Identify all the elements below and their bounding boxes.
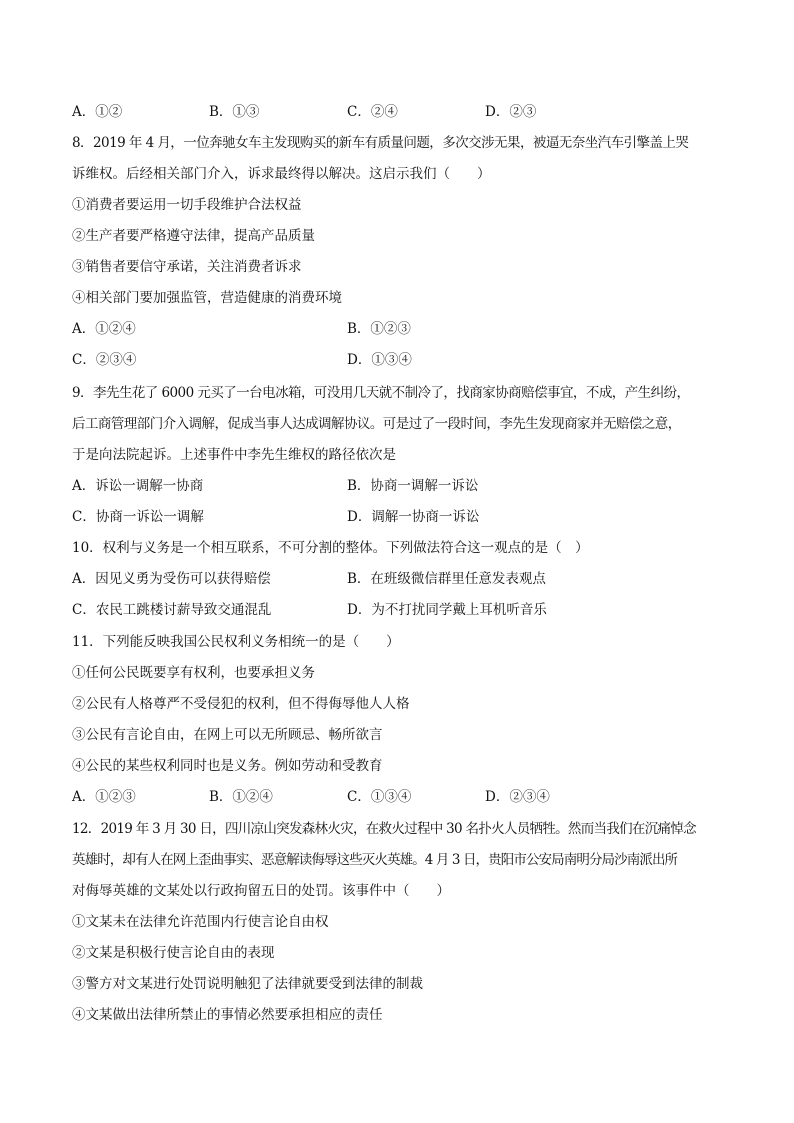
q9-option-a: A．诉讼一调解一协商 [72, 478, 204, 494]
q9-option-c: C．协商一诉讼一调解 [72, 509, 204, 525]
q11-option-d: D．②③④ [485, 789, 550, 805]
q7-option-c: C．②④ [347, 104, 398, 120]
q10-option-b: B．在班级微信群里任意发表观点 [347, 571, 546, 587]
q12-statement-2: ②文某是积极行使言论自由的表现 [72, 945, 275, 961]
q7-option-d: D．②③ [485, 104, 537, 120]
q8-option-a: A．①②④ [72, 321, 136, 337]
q12-stem-line-1: 12．2019 年 3 月 30 日，四川凉山突发森林火灾，在救火过程中 30 名扑火人员牺牲。然而当我们在沉痛悼念 [72, 821, 696, 837]
q9-option-d: D．调解一协商一诉讼 [347, 509, 480, 525]
q11-statement-4: ④公民的某些权利同时也是义务。例如劳动和受教育 [72, 758, 383, 774]
q9-option-b: B．协商一调解一诉讼 [347, 478, 479, 494]
q7-option-a: A．①② [72, 104, 123, 120]
q9-stem-line-1: 9．李先生花了 6000 元买了一台电冰箱，可没用几天就不制冷了，找商家协商赔偿事宜，不成，产生纠纷， [72, 385, 690, 401]
q11-stem: 11．下列能反映我国公民权利义务相统一的是（ ） [72, 634, 400, 650]
q7-option-b: B．①③ [209, 104, 260, 120]
q11-statement-2: ②公民有人格尊严不受侵犯的权利，但不得侮辱他人人格 [72, 696, 410, 712]
q12-stem-line-2: 英雄时，却有人在网上歪曲事实、恶意解读侮辱这些灭火英雄。4 月 3 日，贵阳市公安局南明分局沙南派出所 [72, 852, 678, 868]
q8-statement-3: ③销售者要信守承诺，关注消费者诉求 [72, 259, 302, 275]
q12-statement-4: ④文某做出法律所禁止的事情必然要承担相应的责任 [72, 1007, 383, 1023]
q8-stem-line-2: 诉维权。后经相关部门介入，诉求最终得以解决。这启示我们（ ） [72, 166, 491, 182]
q10-option-a: A．因见义勇为受伤可以获得赔偿 [72, 571, 271, 587]
q8-stem-line-1: 8．2019 年 4 月，一位奔驰女车主发现购买的新车有质量问题，多次交涉无果，被逼无奈坐汽车引擎盖上哭 [72, 135, 689, 151]
q12-statement-1: ①文某未在法律允许范围内行使言论自由权 [72, 914, 329, 930]
q8-option-c: C．②③④ [72, 352, 137, 368]
q11-statement-3: ③公民有言论自由，在网上可以无所顾忌、畅所欲言 [72, 727, 383, 743]
q12-stem-line-3: 对侮辱英雄的文某处以行政拘留五日的处罚。该事件中（ ） [72, 883, 450, 899]
q11-option-c: C．①③④ [347, 789, 412, 805]
q8-statement-4: ④相关部门要加强监管，营造健康的消费环境 [72, 290, 342, 306]
q11-option-b: B．①②④ [209, 789, 273, 805]
q8-statement-2: ②生产者要严格遵守法律，提高产品质量 [72, 228, 315, 244]
q10-option-d: D．为不打扰同学戴上耳机听音乐 [347, 602, 547, 618]
q10-stem: 10．权利与义务是一个相互联系，不可分割的整体。下列做法符合这一观点的是（ ） [72, 540, 589, 556]
q10-option-c: C．农民工跳楼讨薪导致交通混乱 [72, 602, 272, 618]
q8-option-d: D．①③④ [347, 352, 412, 368]
q8-statement-1: ①消费者要运用一切手段维护合法权益 [72, 197, 302, 213]
q12-statement-3: ③警方对文某进行处罚说明触犯了法律就要受到法律的制裁 [72, 976, 423, 992]
q8-option-b: B．①②③ [347, 321, 411, 337]
q9-stem-line-2: 后工商管理部门介入调解，促成当事人达成调解协议。可是过了一段时间，李先生发现商家并无赔偿之意， [72, 416, 681, 432]
q11-statement-1: ①任何公民既要享有权利，也要承担义务 [72, 665, 315, 681]
q9-stem-line-3: 于是向法院起诉。上述事件中李先生维权的路径依次是 [72, 447, 396, 463]
q11-option-a: A．①②③ [72, 789, 136, 805]
